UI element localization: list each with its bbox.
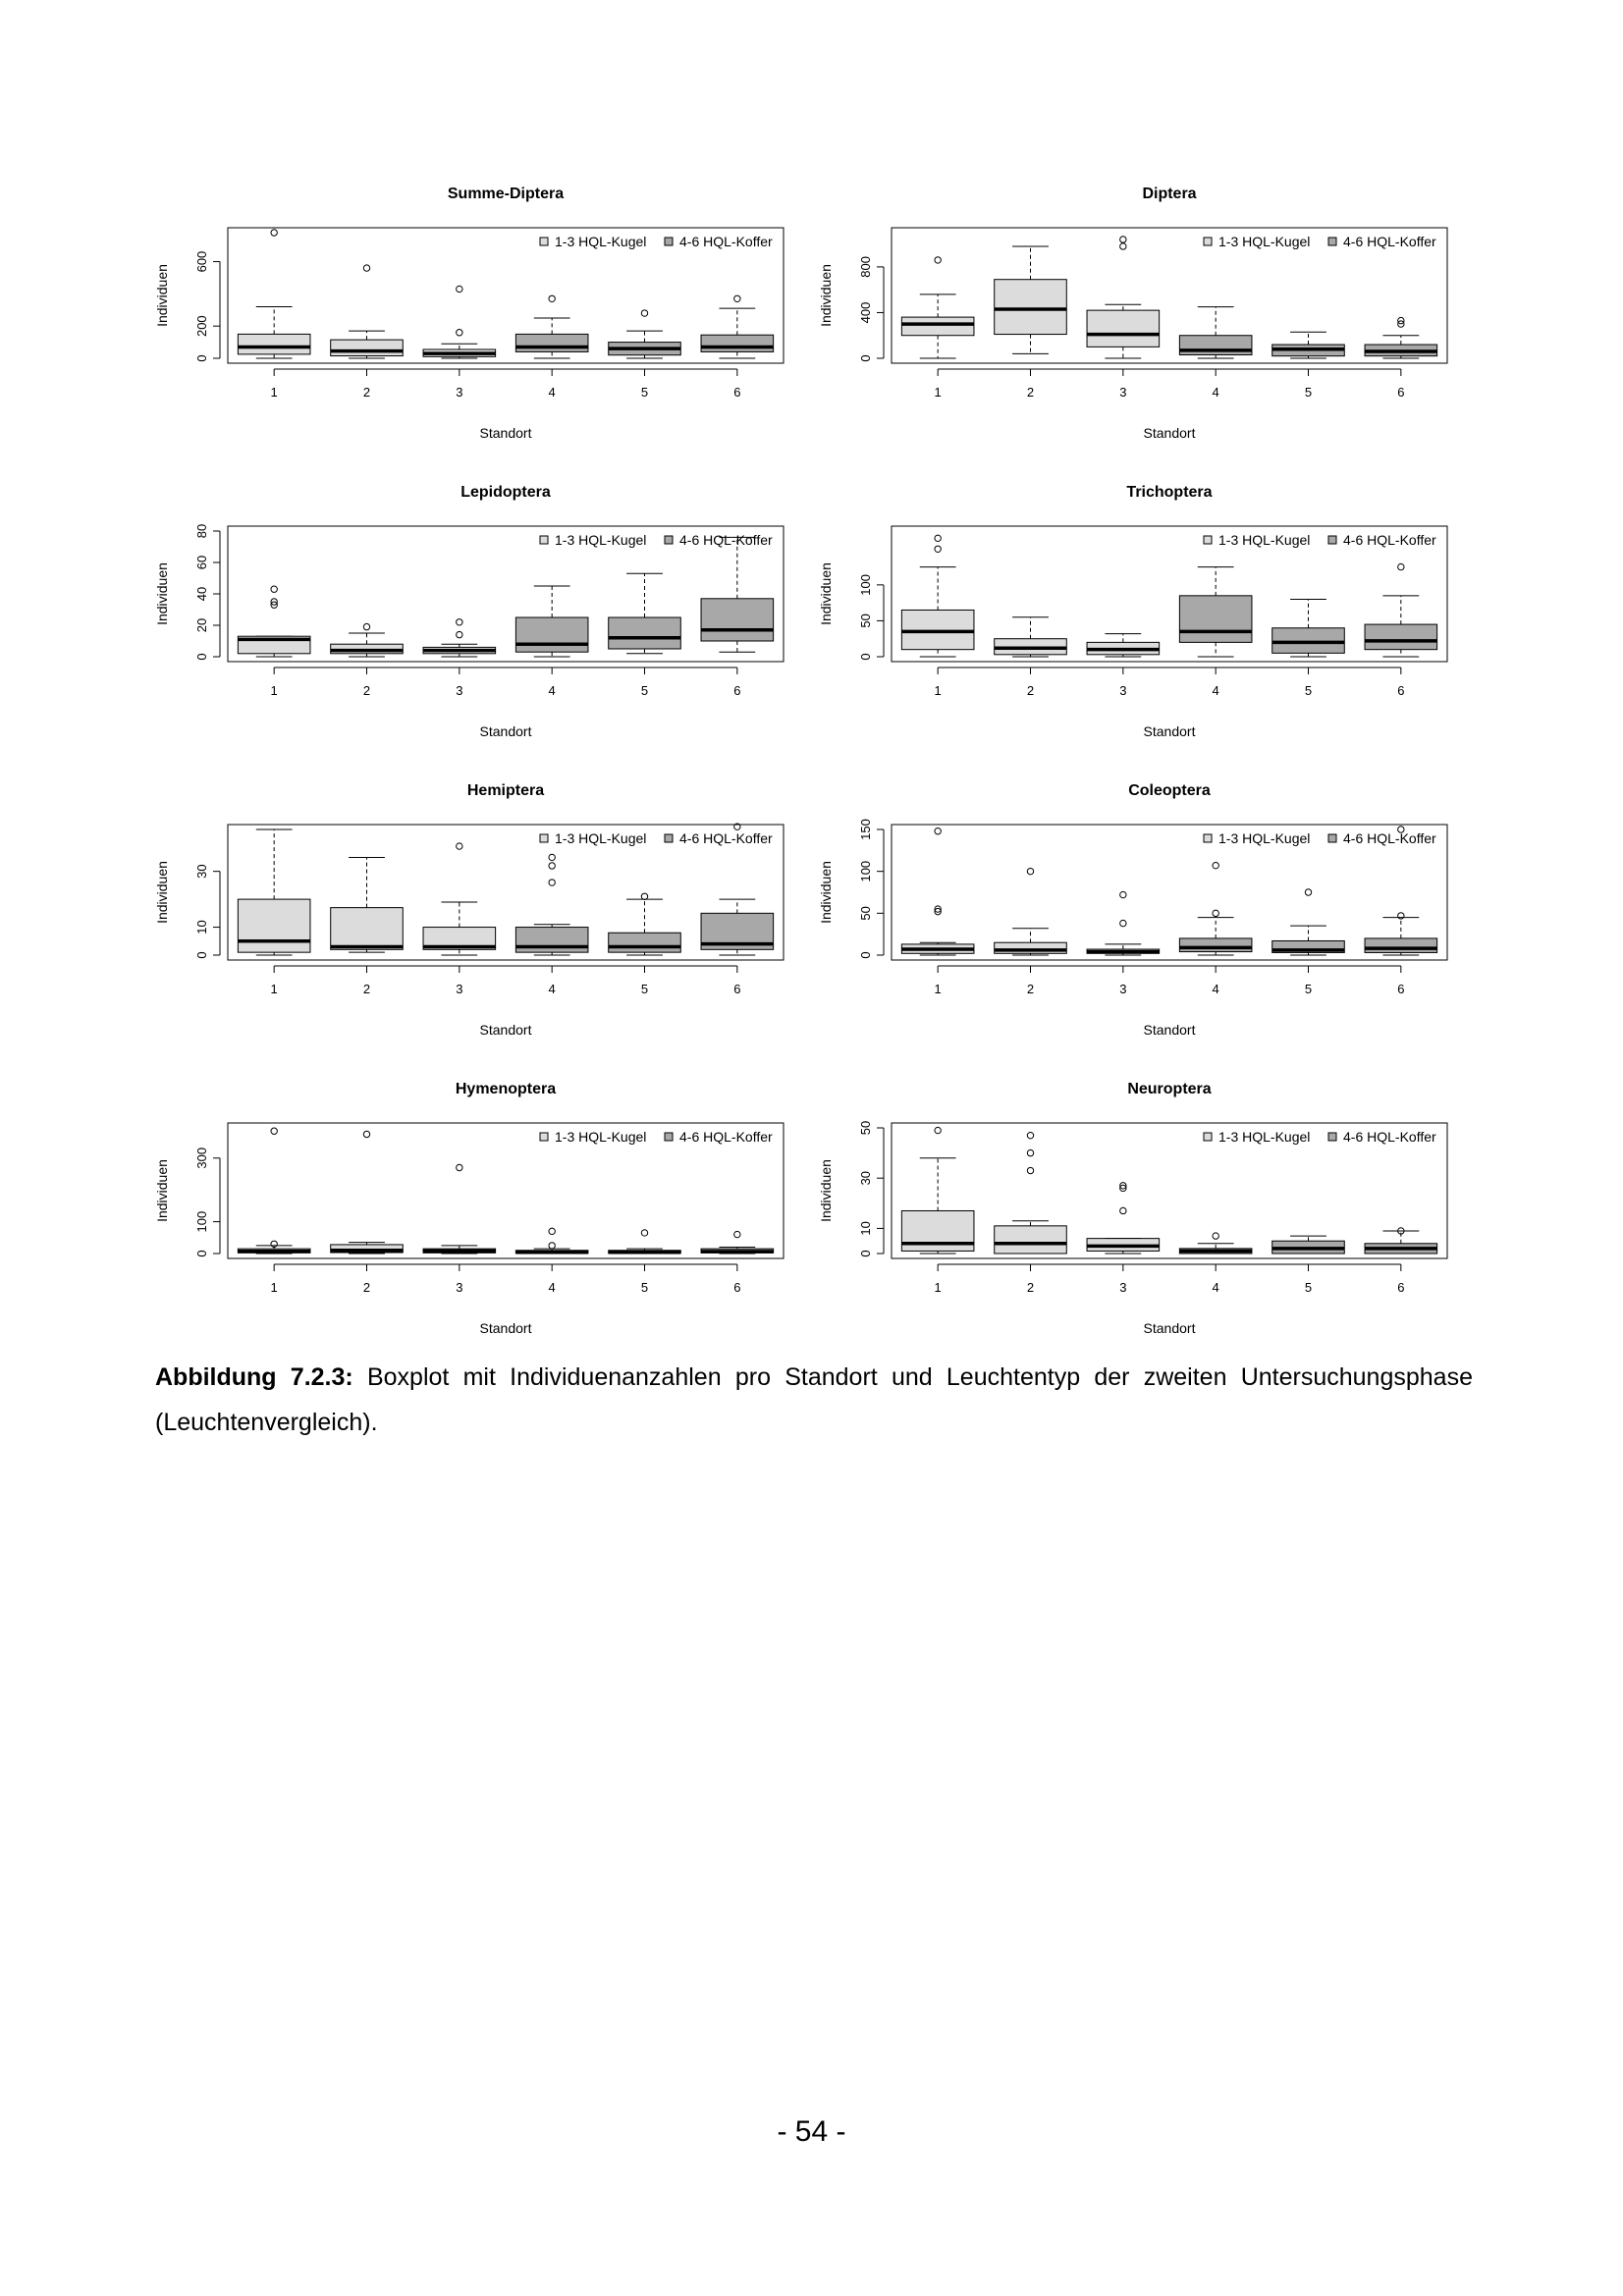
outlier-point	[641, 893, 647, 899]
x-tick-label: 5	[640, 982, 649, 996]
box-standort-5	[609, 310, 681, 358]
caption-label: Abbildung 7.2.3:	[155, 1363, 353, 1391]
x-tick-label: 5	[640, 1280, 649, 1295]
y-tick-label: 20	[194, 617, 209, 633]
legend-label-kugel: 1-3 HQL-Kugel	[555, 234, 647, 249]
box-iqr	[515, 928, 588, 953]
x-tick-label: 3	[456, 1280, 463, 1295]
page-number: - 54 -	[777, 2115, 846, 2148]
legend-label-koffer: 4-6 HQL-Koffer	[679, 830, 773, 846]
legend-swatch-kugel	[540, 1133, 548, 1141]
box-standort-4	[1179, 862, 1252, 955]
outlier-point	[1027, 1167, 1033, 1173]
x-tick-label: 2	[1026, 385, 1035, 400]
outlier-point	[457, 286, 462, 292]
chart-panel	[154, 782, 784, 1038]
box-standort-4	[1179, 307, 1252, 358]
chart-panel	[154, 186, 784, 441]
box-standort-1	[901, 1127, 974, 1254]
y-tick-label: 300	[194, 1147, 209, 1169]
y-tick-label: 30	[858, 1170, 873, 1186]
box-standort-6	[1365, 317, 1437, 358]
box-standort-5	[1272, 889, 1345, 955]
y-tick-label: 0	[194, 1250, 209, 1257]
box-iqr	[331, 908, 404, 950]
y-tick-label: 0	[194, 951, 209, 959]
y-tick-label: 100	[858, 860, 873, 882]
outlier-point	[1120, 920, 1126, 926]
legend-label-koffer: 4-6 HQL-Koffer	[679, 532, 773, 548]
outlier-point	[935, 1127, 941, 1133]
outlier-point	[363, 265, 369, 271]
boxplot-figure	[147, 167, 1463, 1345]
box-standort-2	[331, 623, 404, 657]
outlier-point	[1213, 910, 1218, 916]
outlier-point	[549, 854, 555, 860]
outlier-point	[1120, 243, 1126, 249]
x-axis-label: Standort	[1143, 425, 1196, 441]
y-tick-label: 200	[194, 315, 209, 338]
chart-title: Hemiptera	[466, 782, 545, 799]
x-tick-label: 1	[270, 683, 278, 698]
box-standort-1	[901, 828, 974, 955]
x-tick-label: 2	[362, 385, 371, 400]
outlier-point	[271, 586, 277, 592]
outlier-point	[457, 631, 462, 637]
chart-title: Coleoptera	[1128, 782, 1211, 799]
x-tick-label: 4	[1212, 1280, 1219, 1295]
legend-swatch-koffer	[1328, 1133, 1336, 1141]
legend-label-kugel: 1-3 HQL-Kugel	[555, 830, 647, 846]
x-axis-label: Standort	[1143, 1320, 1196, 1336]
box-standort-4	[1179, 567, 1252, 657]
y-tick-label: 600	[194, 250, 209, 273]
legend-swatch-kugel	[540, 536, 548, 544]
legend-label-kugel: 1-3 HQL-Kugel	[1218, 532, 1311, 548]
box-standort-2	[995, 1132, 1067, 1254]
box-iqr	[1087, 310, 1160, 347]
outlier-point	[1120, 891, 1126, 897]
box-standort-3	[423, 1164, 496, 1254]
box-standort-2	[331, 857, 404, 952]
x-axis-label: Standort	[479, 1022, 532, 1038]
legend-label-kugel: 1-3 HQL-Kugel	[1218, 234, 1311, 249]
chart-title: Diptera	[1142, 186, 1197, 202]
outlier-point	[271, 230, 277, 236]
x-tick-label: 2	[362, 982, 371, 996]
box-standort-1	[901, 535, 974, 657]
x-tick-label: 6	[1397, 683, 1405, 698]
x-tick-label: 3	[456, 385, 463, 400]
x-tick-label: 6	[1397, 385, 1405, 400]
legend-label-koffer: 4-6 HQL-Koffer	[679, 1129, 773, 1145]
box-standort-3	[1087, 634, 1160, 657]
outlier-point	[1213, 1233, 1218, 1239]
box-iqr	[901, 317, 974, 336]
outlier-point	[457, 330, 462, 336]
box-standort-3	[1087, 237, 1160, 358]
outlier-point	[549, 880, 555, 885]
chart-title: Lepidoptera	[460, 484, 551, 501]
box-standort-2	[995, 246, 1067, 353]
y-tick-label: 0	[858, 1250, 873, 1257]
x-tick-label: 2	[1026, 1280, 1035, 1295]
outlier-point	[1305, 889, 1311, 895]
chart-title: Trichoptera	[1126, 484, 1213, 501]
outlier-point	[363, 1131, 369, 1137]
y-axis-label: Individuen	[154, 264, 170, 327]
outlier-point	[1027, 868, 1033, 874]
box-standort-4	[515, 586, 588, 657]
box-standort-1	[238, 1128, 310, 1254]
box-standort-3	[1087, 1183, 1160, 1254]
x-tick-label: 6	[733, 982, 741, 996]
x-tick-label: 6	[733, 385, 741, 400]
x-tick-label: 4	[548, 683, 556, 698]
x-tick-label: 3	[1119, 1280, 1127, 1295]
box-iqr	[1179, 596, 1252, 643]
legend	[1204, 1129, 1436, 1145]
x-tick-label: 3	[1119, 385, 1127, 400]
x-tick-label: 5	[640, 385, 649, 400]
legend-label-kugel: 1-3 HQL-Kugel	[1218, 1129, 1311, 1145]
y-tick-label: 50	[858, 906, 873, 921]
legend	[540, 532, 773, 548]
y-tick-label: 100	[194, 1210, 209, 1233]
box-iqr	[1365, 624, 1437, 650]
box-standort-6	[701, 537, 774, 652]
outlier-point	[549, 1243, 555, 1249]
box-standort-5	[609, 1230, 681, 1254]
legend	[540, 234, 773, 249]
box-standort-1	[238, 829, 310, 955]
x-tick-label: 2	[1026, 683, 1035, 698]
x-tick-label: 1	[270, 1280, 278, 1295]
x-tick-label: 1	[934, 385, 942, 400]
legend-swatch-kugel	[1204, 536, 1212, 544]
x-tick-label: 2	[1026, 982, 1035, 996]
box-iqr	[1365, 938, 1437, 953]
box-standort-5	[1272, 599, 1345, 657]
y-axis-label: Individuen	[818, 264, 834, 327]
x-tick-label: 1	[934, 1280, 942, 1295]
x-axis-label: Standort	[479, 425, 532, 441]
x-tick-label: 6	[1397, 982, 1405, 996]
chart-title: Summe-Diptera	[447, 186, 565, 202]
x-tick-label: 4	[548, 385, 556, 400]
box-standort-5	[1272, 332, 1345, 358]
legend-swatch-koffer	[665, 238, 673, 245]
box-iqr	[515, 334, 588, 351]
box-standort-2	[995, 617, 1067, 657]
chart-panel	[818, 484, 1447, 739]
outlier-point	[549, 863, 555, 869]
x-tick-label: 5	[1304, 1280, 1313, 1295]
legend-swatch-koffer	[1328, 834, 1336, 842]
legend-swatch-kugel	[1204, 834, 1212, 842]
y-tick-label: 10	[194, 920, 209, 934]
outlier-point	[734, 295, 740, 301]
box-standort-6	[1365, 563, 1437, 657]
box-standort-2	[995, 868, 1067, 955]
y-tick-label: 80	[194, 523, 209, 539]
legend-swatch-kugel	[1204, 1133, 1212, 1141]
legend-swatch-kugel	[540, 834, 548, 842]
x-axis-label: Standort	[479, 723, 532, 739]
box-standort-3	[423, 619, 496, 657]
outlier-point	[734, 1231, 740, 1237]
outlier-point	[641, 1230, 647, 1236]
box-standort-3	[423, 843, 496, 955]
x-tick-label: 5	[1304, 385, 1313, 400]
y-tick-label: 800	[858, 256, 873, 278]
x-tick-label: 1	[934, 683, 942, 698]
y-tick-label: 0	[858, 653, 873, 661]
x-tick-label: 3	[1119, 683, 1127, 698]
x-axis-label: Standort	[1143, 1022, 1196, 1038]
legend-label-kugel: 1-3 HQL-Kugel	[1218, 830, 1311, 846]
x-tick-label: 2	[362, 1280, 371, 1295]
legend-swatch-koffer	[665, 834, 673, 842]
x-tick-label: 3	[456, 683, 463, 698]
outlier-point	[363, 623, 369, 629]
y-axis-label: Individuen	[818, 1159, 834, 1222]
box-standort-3	[423, 286, 496, 358]
chart-panel	[154, 1081, 784, 1336]
x-axis-label: Standort	[1143, 723, 1196, 739]
legend-swatch-koffer	[1328, 536, 1336, 544]
y-axis-label: Individuen	[818, 861, 834, 924]
y-axis-label: Individuen	[154, 562, 170, 625]
box-iqr	[515, 617, 588, 652]
y-tick-label: 30	[194, 864, 209, 879]
box-iqr	[331, 340, 404, 355]
legend-swatch-koffer	[665, 1133, 673, 1141]
box-standort-4	[515, 854, 588, 955]
box-iqr	[1272, 628, 1345, 654]
outlier-point	[1213, 862, 1218, 868]
x-tick-label: 1	[934, 982, 942, 996]
legend-swatch-koffer	[665, 536, 673, 544]
y-axis-label: Individuen	[154, 861, 170, 924]
outlier-point	[457, 619, 462, 625]
legend-label-koffer: 4-6 HQL-Koffer	[1343, 830, 1436, 846]
y-axis-label: Individuen	[818, 562, 834, 625]
outlier-point	[549, 295, 555, 301]
y-tick-label: 0	[858, 354, 873, 362]
y-tick-label: 150	[858, 819, 873, 840]
box-iqr	[238, 899, 310, 952]
x-tick-label: 4	[1212, 982, 1219, 996]
y-axis-label: Individuen	[154, 1159, 170, 1222]
outlier-point	[935, 546, 941, 552]
y-tick-label: 50	[858, 614, 873, 628]
x-tick-label: 4	[548, 1280, 556, 1295]
box-standort-4	[515, 295, 588, 358]
legend	[1204, 234, 1436, 249]
box-standort-2	[331, 265, 404, 358]
legend-label-koffer: 4-6 HQL-Koffer	[1343, 234, 1436, 249]
outlier-point	[1027, 1149, 1033, 1155]
x-axis-label: Standort	[479, 1320, 532, 1336]
outlier-point	[457, 843, 462, 849]
box-standort-6	[1365, 1228, 1437, 1254]
box-standort-5	[609, 573, 681, 654]
x-tick-label: 5	[1304, 982, 1313, 996]
outlier-point	[549, 1228, 555, 1234]
box-standort-5	[1272, 1236, 1345, 1254]
box-standort-3	[1087, 891, 1160, 955]
x-tick-label: 4	[1212, 683, 1219, 698]
chart-title: Neuroptera	[1127, 1081, 1212, 1097]
legend-label-koffer: 4-6 HQL-Koffer	[679, 234, 773, 249]
x-tick-label: 5	[640, 683, 649, 698]
legend	[540, 1129, 773, 1145]
x-tick-label: 6	[733, 683, 741, 698]
box-iqr	[609, 617, 681, 649]
x-tick-label: 3	[456, 982, 463, 996]
y-tick-label: 60	[194, 555, 209, 570]
box-iqr	[609, 933, 681, 952]
x-tick-label: 6	[733, 1280, 741, 1295]
y-tick-label: 400	[858, 301, 873, 324]
outlier-point	[1398, 913, 1404, 919]
y-tick-label: 50	[858, 1120, 873, 1136]
y-tick-label: 0	[858, 951, 873, 959]
legend-label-koffer: 4-6 HQL-Koffer	[1343, 532, 1436, 548]
legend-swatch-kugel	[1204, 238, 1212, 245]
outlier-point	[271, 1128, 277, 1134]
x-tick-label: 4	[548, 982, 556, 996]
caption-text: Boxplot mit Individuenanzahlen pro Standort und Leuchtentyp der zweiten Untersuchungsphase (Leuchtenvergleich).	[155, 1363, 1473, 1436]
outlier-point	[641, 310, 647, 316]
outlier-point	[457, 1164, 462, 1170]
legend-swatch-kugel	[540, 238, 548, 245]
x-tick-label: 6	[1397, 1280, 1405, 1295]
box-iqr	[995, 280, 1067, 335]
box-iqr	[701, 335, 774, 351]
outlier-point	[1398, 563, 1404, 569]
outlier-point	[935, 828, 941, 834]
x-tick-label: 2	[362, 683, 371, 698]
legend-label-koffer: 4-6 HQL-Koffer	[1343, 1129, 1436, 1145]
y-tick-label: 0	[194, 354, 209, 362]
box-iqr	[701, 599, 774, 641]
chart-title: Hymenoptera	[455, 1081, 557, 1097]
box-standort-4	[1179, 1233, 1252, 1254]
box-iqr	[238, 334, 310, 354]
chart-panel	[818, 186, 1447, 441]
legend	[1204, 830, 1436, 846]
box-standort-2	[331, 1131, 404, 1254]
box-standort-1	[238, 230, 310, 358]
outlier-point	[1120, 1207, 1126, 1213]
x-tick-label: 1	[270, 982, 278, 996]
x-tick-label: 5	[1304, 683, 1313, 698]
box-iqr	[1179, 938, 1252, 952]
y-tick-label: 0	[194, 653, 209, 661]
box-standort-1	[901, 257, 974, 358]
outlier-point	[1027, 1132, 1033, 1138]
chart-panel	[818, 1081, 1447, 1336]
box-standort-5	[609, 893, 681, 955]
outlier-point	[935, 535, 941, 541]
y-tick-label: 100	[858, 574, 873, 596]
legend-swatch-koffer	[1328, 238, 1336, 245]
x-tick-label: 1	[270, 385, 278, 400]
chart-panel	[154, 484, 784, 739]
legend	[540, 830, 773, 846]
outlier-point	[935, 257, 941, 263]
box-standort-6	[701, 1231, 774, 1254]
y-tick-label: 40	[194, 586, 209, 602]
x-tick-label: 4	[1212, 385, 1219, 400]
legend-label-kugel: 1-3 HQL-Kugel	[555, 1129, 647, 1145]
y-tick-label: 10	[858, 1221, 873, 1236]
legend	[1204, 532, 1436, 548]
box-standort-1	[238, 586, 310, 657]
outlier-point	[1120, 237, 1126, 242]
figure-caption	[155, 1355, 1473, 1445]
box-standort-4	[515, 1228, 588, 1254]
box-iqr	[995, 1226, 1067, 1254]
legend-label-kugel: 1-3 HQL-Kugel	[555, 532, 647, 548]
box-iqr	[901, 610, 974, 649]
chart-panel	[818, 782, 1447, 1038]
box-standort-6	[701, 295, 774, 358]
x-tick-label: 3	[1119, 982, 1127, 996]
